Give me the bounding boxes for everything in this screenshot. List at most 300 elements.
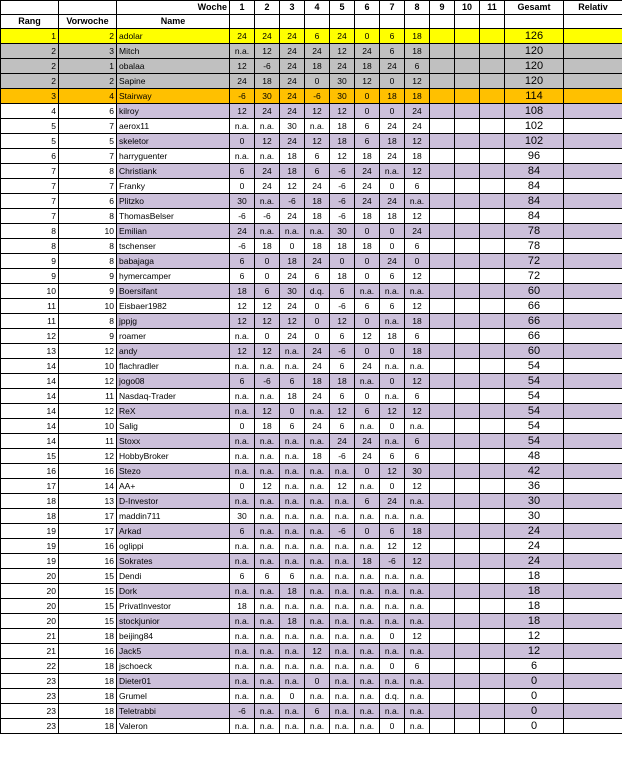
week-score-cell: n.a.: [405, 704, 430, 719]
week-score-cell: n.a.: [305, 569, 330, 584]
week-score-cell: n.a.: [305, 659, 330, 674]
week-score-cell: n.a.: [380, 584, 405, 599]
table-row: [1, 119, 622, 134]
week-score-cell: n.a.: [330, 704, 355, 719]
relative-cell: [564, 314, 622, 329]
prev-week-cell: 16: [59, 554, 117, 569]
week-score-cell: 24: [355, 449, 380, 464]
week-score-cell: n.a.: [405, 719, 430, 734]
week-score-cell: n.a.: [255, 389, 280, 404]
rank-cell: 4: [1, 104, 59, 119]
week-score-cell: [455, 614, 480, 629]
table-row: [1, 614, 622, 629]
week-score-cell: [430, 329, 455, 344]
prev-week-cell: 18: [59, 674, 117, 689]
week-score-cell: 18: [305, 374, 330, 389]
week-score-cell: [430, 674, 455, 689]
week-score-cell: n.a.: [330, 494, 355, 509]
prev-week-cell: 10: [59, 299, 117, 314]
week-score-cell: n.a.: [280, 434, 305, 449]
week-score-cell: [455, 539, 480, 554]
relative-cell: [564, 329, 622, 344]
relative-cell: [564, 719, 622, 734]
week-score-cell: n.a.: [330, 464, 355, 479]
week-score-cell: [480, 134, 505, 149]
name-cell: stockjunior: [117, 614, 230, 629]
week-score-cell: -6: [330, 299, 355, 314]
week-score-cell: 18: [405, 149, 430, 164]
prev-week-cell: 7: [59, 179, 117, 194]
total-cell: 18: [505, 569, 564, 584]
rank-cell: 7: [1, 164, 59, 179]
week-score-cell: [480, 494, 505, 509]
table-row: [1, 659, 622, 674]
relative-cell: [564, 89, 622, 104]
week-score-cell: n.a.: [255, 599, 280, 614]
week-score-cell: [480, 569, 505, 584]
rank-cell: 18: [1, 509, 59, 524]
week-score-cell: 24: [255, 104, 280, 119]
week-score-cell: 6: [330, 389, 355, 404]
week-score-cell: 0: [280, 404, 305, 419]
week-score-cell: n.a.: [280, 599, 305, 614]
total-cell: 66: [505, 314, 564, 329]
week-score-cell: [430, 314, 455, 329]
week-score-cell: 12: [255, 344, 280, 359]
table-row: [1, 599, 622, 614]
week-score-cell: 24: [330, 29, 355, 44]
name-cell: skeletor: [117, 134, 230, 149]
week-score-cell: [480, 239, 505, 254]
week-score-cell: d.q.: [305, 284, 330, 299]
week-score-cell: n.a.: [255, 629, 280, 644]
week-score-cell: [480, 194, 505, 209]
rank-cell: 5: [1, 119, 59, 134]
prev-week-cell: 15: [59, 614, 117, 629]
week-score-cell: 18: [330, 269, 355, 284]
week-score-cell: 0: [305, 674, 330, 689]
rank-cell: 14: [1, 359, 59, 374]
relative-cell: [564, 509, 622, 524]
standings-body: [1, 29, 622, 734]
week-score-cell: n.a.: [305, 119, 330, 134]
week-score-cell: 6: [405, 179, 430, 194]
week-score-cell: n.a.: [230, 119, 255, 134]
week-score-cell: n.a.: [330, 629, 355, 644]
week-score-cell: 24: [380, 494, 405, 509]
week-score-cell: [455, 554, 480, 569]
week-score-cell: -6: [255, 209, 280, 224]
week-score-cell: 6: [380, 29, 405, 44]
week-score-cell: n.a.: [255, 524, 280, 539]
week-score-cell: n.a.: [230, 584, 255, 599]
week-score-cell: 6: [405, 434, 430, 449]
total-cell: 54: [505, 389, 564, 404]
rank-cell: 9: [1, 269, 59, 284]
week-score-cell: [480, 419, 505, 434]
week-score-cell: [480, 539, 505, 554]
week-score-cell: 6: [330, 419, 355, 434]
week-score-cell: [455, 359, 480, 374]
week-score-cell: n.a.: [355, 284, 380, 299]
week-score-cell: [430, 494, 455, 509]
week-score-cell: 12: [230, 104, 255, 119]
week-score-cell: -6: [230, 704, 255, 719]
week-score-cell: [430, 539, 455, 554]
week-score-cell: 18: [305, 209, 330, 224]
table-row: [1, 479, 622, 494]
table-row: [1, 59, 622, 74]
week-score-cell: n.a.: [230, 644, 255, 659]
relative-cell: [564, 539, 622, 554]
week-score-cell: n.a.: [230, 494, 255, 509]
week-score-cell: 24: [280, 209, 305, 224]
total-cell: 120: [505, 59, 564, 74]
table-row: [1, 44, 622, 59]
relative-cell: [564, 224, 622, 239]
week-score-cell: n.a.: [230, 389, 255, 404]
week-score-cell: 6: [230, 254, 255, 269]
relative-cell: [564, 149, 622, 164]
week-score-cell: n.a.: [380, 284, 405, 299]
week-score-cell: n.a.: [405, 584, 430, 599]
week-score-cell: [430, 374, 455, 389]
week-score-cell: n.a.: [230, 719, 255, 734]
week-score-cell: [455, 224, 480, 239]
prev-week-cell: 10: [59, 224, 117, 239]
total-cell: 12: [505, 629, 564, 644]
header-week-1: 1: [230, 1, 255, 15]
week-score-cell: n.a.: [405, 194, 430, 209]
name-cell: Jack5: [117, 644, 230, 659]
week-score-cell: 0: [380, 479, 405, 494]
week-score-cell: [480, 599, 505, 614]
week-score-cell: [480, 224, 505, 239]
total-cell: 54: [505, 359, 564, 374]
name-cell: Emilian: [117, 224, 230, 239]
table-row: [1, 404, 622, 419]
week-score-cell: 12: [330, 149, 355, 164]
table-row: [1, 689, 622, 704]
week-score-cell: n.a.: [255, 689, 280, 704]
week-score-cell: 6: [405, 239, 430, 254]
week-score-cell: 6: [305, 164, 330, 179]
relative-cell: [564, 119, 622, 134]
name-cell: ThomasBelser: [117, 209, 230, 224]
week-score-cell: [480, 554, 505, 569]
week-score-cell: n.a.: [280, 344, 305, 359]
week-score-cell: n.a.: [305, 689, 330, 704]
relative-cell: [564, 104, 622, 119]
week-score-cell: [455, 149, 480, 164]
week-score-cell: n.a.: [255, 659, 280, 674]
week-score-cell: 18: [305, 449, 330, 464]
table-row: [1, 329, 622, 344]
week-score-cell: 18: [255, 419, 280, 434]
week-score-cell: 12: [405, 74, 430, 89]
total-cell: 120: [505, 44, 564, 59]
table-row: [1, 269, 622, 284]
week-score-cell: 0: [380, 419, 405, 434]
week-score-cell: [455, 299, 480, 314]
week-score-cell: 6: [355, 119, 380, 134]
week-score-cell: n.a.: [380, 164, 405, 179]
header-week-11: 11: [480, 1, 505, 15]
table-row: [1, 644, 622, 659]
week-score-cell: [455, 344, 480, 359]
prev-week-cell: 5: [59, 134, 117, 149]
week-score-cell: n.a.: [230, 404, 255, 419]
relative-cell: [564, 299, 622, 314]
table-row: [1, 569, 622, 584]
week-score-cell: n.a.: [305, 554, 330, 569]
name-cell: Stezo: [117, 464, 230, 479]
week-score-cell: [430, 599, 455, 614]
table-row: [1, 719, 622, 734]
week-score-cell: -6: [330, 449, 355, 464]
header-relative: Relativ: [564, 1, 622, 15]
total-cell: 30: [505, 509, 564, 524]
week-score-cell: 24: [380, 194, 405, 209]
relative-cell: [564, 554, 622, 569]
week-score-cell: n.a.: [355, 689, 380, 704]
week-score-cell: [430, 299, 455, 314]
week-score-cell: 0: [380, 719, 405, 734]
week-score-cell: n.a.: [380, 704, 405, 719]
relative-cell: [564, 179, 622, 194]
relative-cell: [564, 599, 622, 614]
week-score-cell: 0: [380, 239, 405, 254]
week-score-cell: n.a.: [405, 599, 430, 614]
week-score-cell: 0: [380, 344, 405, 359]
week-score-cell: 0: [380, 104, 405, 119]
week-score-cell: 6: [405, 329, 430, 344]
week-score-cell: n.a.: [355, 569, 380, 584]
total-cell: 12: [505, 644, 564, 659]
week-score-cell: n.a.: [255, 494, 280, 509]
week-score-cell: [430, 434, 455, 449]
week-score-cell: 24: [230, 224, 255, 239]
week-score-cell: 12: [355, 74, 380, 89]
prev-week-cell: 8: [59, 209, 117, 224]
week-score-cell: -6: [330, 524, 355, 539]
week-score-cell: n.a.: [330, 644, 355, 659]
week-score-cell: n.a.: [355, 374, 380, 389]
total-cell: 18: [505, 599, 564, 614]
table-row: [1, 524, 622, 539]
relative-cell: [564, 704, 622, 719]
week-score-cell: 12: [230, 299, 255, 314]
week-score-cell: n.a.: [405, 614, 430, 629]
week-score-cell: [430, 404, 455, 419]
week-score-cell: 12: [330, 104, 355, 119]
week-score-cell: [430, 119, 455, 134]
week-score-cell: 12: [405, 209, 430, 224]
week-score-cell: 0: [380, 629, 405, 644]
relative-cell: [564, 569, 622, 584]
week-score-cell: n.a.: [280, 539, 305, 554]
name-cell: roamer: [117, 329, 230, 344]
week-score-cell: n.a.: [330, 599, 355, 614]
week-score-cell: 18: [280, 584, 305, 599]
rank-cell: 9: [1, 254, 59, 269]
week-score-cell: [455, 209, 480, 224]
total-cell: 84: [505, 179, 564, 194]
rank-cell: 14: [1, 434, 59, 449]
week-score-cell: [430, 194, 455, 209]
week-score-cell: 24: [330, 59, 355, 74]
week-score-cell: -6: [330, 164, 355, 179]
week-score-cell: 18: [380, 89, 405, 104]
header-blank-rank: [1, 1, 59, 15]
week-score-cell: n.a.: [380, 674, 405, 689]
week-score-cell: n.a.: [330, 539, 355, 554]
week-score-cell: 30: [330, 89, 355, 104]
week-score-cell: [430, 44, 455, 59]
week-score-cell: 30: [330, 224, 355, 239]
week-score-cell: 12: [255, 404, 280, 419]
week-score-cell: -6: [230, 89, 255, 104]
total-cell: 0: [505, 674, 564, 689]
week-score-cell: 6: [380, 44, 405, 59]
week-score-cell: n.a.: [230, 359, 255, 374]
week-score-cell: n.a.: [280, 449, 305, 464]
prev-week-cell: 8: [59, 164, 117, 179]
week-score-cell: d.q.: [380, 689, 405, 704]
week-score-cell: [455, 434, 480, 449]
week-score-cell: 18: [305, 194, 330, 209]
week-score-cell: n.a.: [255, 119, 280, 134]
week-score-cell: 30: [230, 509, 255, 524]
rank-cell: 18: [1, 494, 59, 509]
week-score-cell: n.a.: [280, 509, 305, 524]
week-score-cell: [455, 584, 480, 599]
relative-cell: [564, 74, 622, 89]
name-cell: beijing84: [117, 629, 230, 644]
week-score-cell: [430, 29, 455, 44]
week-score-cell: 12: [405, 479, 430, 494]
week-score-cell: 18: [280, 149, 305, 164]
week-score-cell: n.a.: [380, 569, 405, 584]
name-cell: oglippi: [117, 539, 230, 554]
week-score-cell: n.a.: [305, 404, 330, 419]
relative-cell: [564, 44, 622, 59]
header-name: Name: [117, 15, 230, 29]
week-score-cell: 12: [255, 479, 280, 494]
week-score-cell: n.a.: [255, 224, 280, 239]
week-score-cell: 6: [405, 659, 430, 674]
table-row: [1, 314, 622, 329]
week-score-cell: 12: [305, 644, 330, 659]
week-score-cell: [480, 59, 505, 74]
week-score-cell: -6: [255, 59, 280, 74]
week-score-cell: [480, 284, 505, 299]
week-score-cell: 6: [255, 284, 280, 299]
week-score-cell: [480, 329, 505, 344]
week-score-cell: [455, 494, 480, 509]
header-week-6: 6: [355, 1, 380, 15]
name-cell: Stoxx: [117, 434, 230, 449]
prev-week-cell: 7: [59, 149, 117, 164]
week-score-cell: 0: [380, 224, 405, 239]
rank-cell: 7: [1, 179, 59, 194]
rank-cell: 2: [1, 74, 59, 89]
week-score-cell: 24: [330, 434, 355, 449]
rank-cell: 14: [1, 389, 59, 404]
week-score-cell: 0: [355, 104, 380, 119]
week-score-cell: 6: [355, 134, 380, 149]
total-cell: 36: [505, 479, 564, 494]
week-score-cell: n.a.: [305, 629, 330, 644]
name-cell: Dork: [117, 584, 230, 599]
week-score-cell: [455, 59, 480, 74]
prev-week-cell: 6: [59, 104, 117, 119]
name-cell: flachradler: [117, 359, 230, 374]
week-score-cell: [455, 44, 480, 59]
relative-cell: [564, 209, 622, 224]
week-score-cell: n.a.: [280, 524, 305, 539]
total-cell: 120: [505, 74, 564, 89]
week-score-cell: [480, 344, 505, 359]
total-cell: 126: [505, 29, 564, 44]
prev-week-cell: 12: [59, 374, 117, 389]
week-score-cell: [480, 449, 505, 464]
week-score-cell: n.a.: [305, 524, 330, 539]
week-score-cell: 12: [305, 104, 330, 119]
week-score-cell: [455, 134, 480, 149]
relative-cell: [564, 644, 622, 659]
total-cell: 66: [505, 329, 564, 344]
week-score-cell: 6: [380, 449, 405, 464]
relative-cell: [564, 134, 622, 149]
rank-cell: 1: [1, 29, 59, 44]
table-row: [1, 194, 622, 209]
table-row: [1, 629, 622, 644]
table-row: [1, 674, 622, 689]
week-score-cell: [455, 254, 480, 269]
prev-week-cell: 1: [59, 59, 117, 74]
week-score-cell: 24: [380, 59, 405, 74]
week-score-cell: 12: [255, 299, 280, 314]
prev-week-cell: 7: [59, 119, 117, 134]
rank-cell: 20: [1, 569, 59, 584]
week-score-cell: 18: [255, 239, 280, 254]
week-score-cell: [455, 404, 480, 419]
relative-cell: [564, 524, 622, 539]
week-score-cell: 24: [355, 164, 380, 179]
week-score-cell: n.a.: [305, 584, 330, 599]
week-score-cell: [455, 524, 480, 539]
week-score-cell: 6: [405, 449, 430, 464]
week-score-cell: [480, 404, 505, 419]
name-cell: Franky: [117, 179, 230, 194]
week-score-cell: 24: [280, 269, 305, 284]
week-score-cell: [480, 659, 505, 674]
week-score-cell: 30: [405, 464, 430, 479]
week-score-cell: [480, 689, 505, 704]
week-score-cell: [455, 314, 480, 329]
week-score-cell: 18: [305, 59, 330, 74]
prev-week-cell: 15: [59, 584, 117, 599]
week-score-cell: n.a.: [255, 719, 280, 734]
rank-cell: 6: [1, 149, 59, 164]
rank-cell: 11: [1, 299, 59, 314]
week-score-cell: 24: [355, 194, 380, 209]
week-score-cell: 24: [280, 104, 305, 119]
prev-week-cell: 9: [59, 269, 117, 284]
table-row: [1, 179, 622, 194]
rank-cell: 19: [1, 554, 59, 569]
